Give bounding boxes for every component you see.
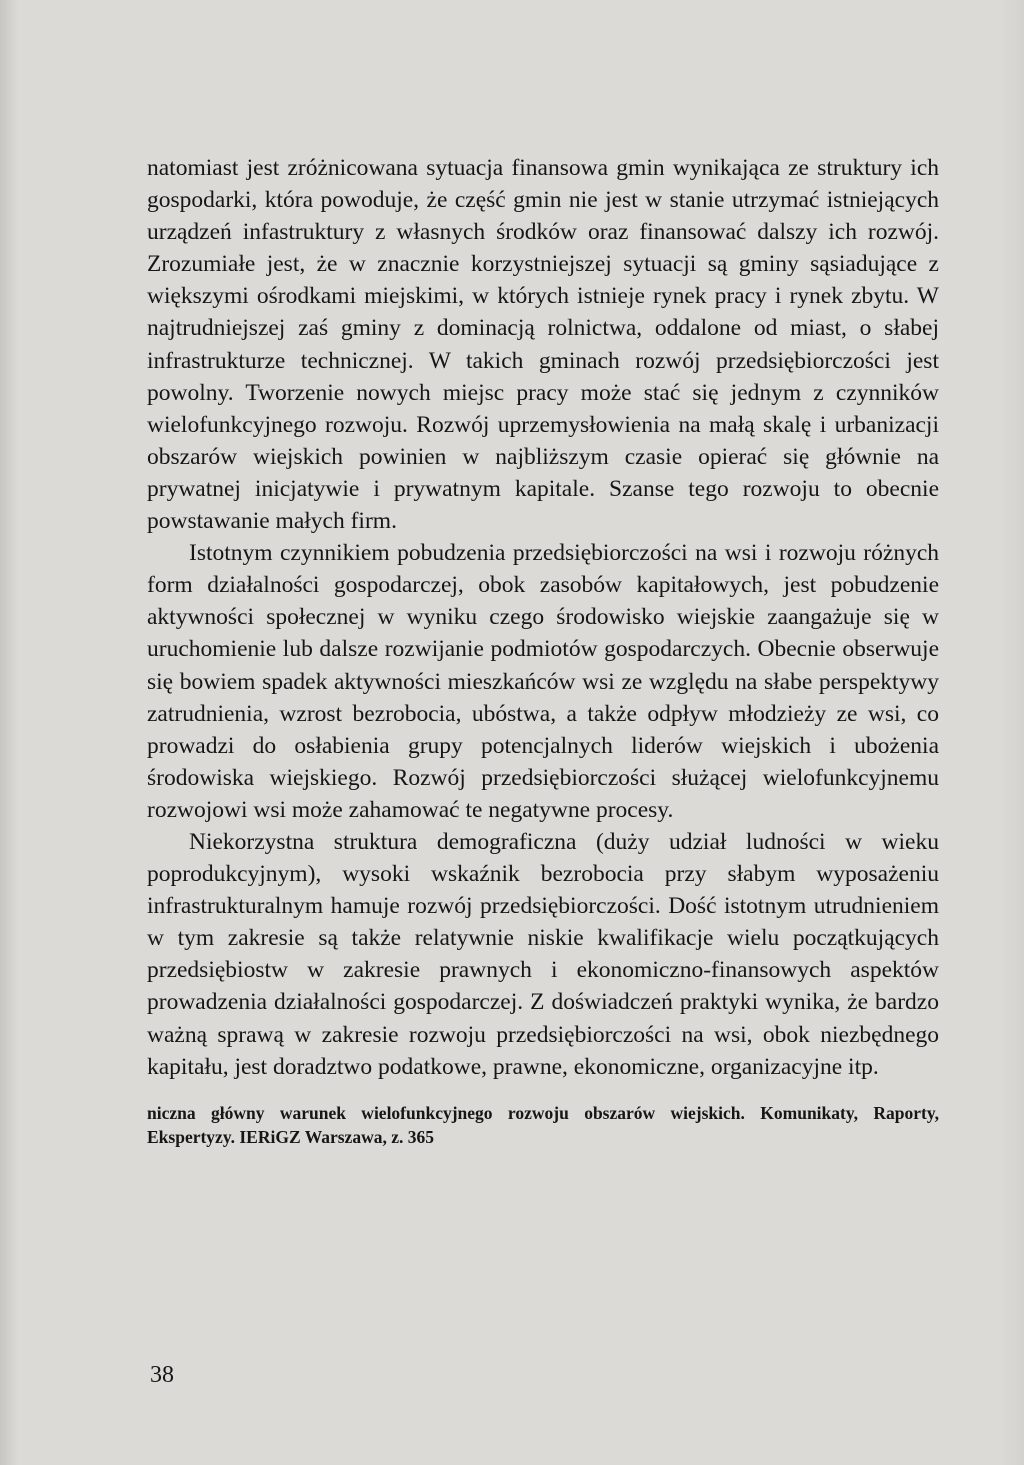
page-number: 38: [150, 1362, 174, 1388]
main-text: [147, 152, 939, 1149]
paragraph-3: Niekorzystna struktura demograficzna (duży udział ludności w wieku poprodukcyjnym), wysoki wskaźnik bezrobocia przy słabym wyposażeniu infrastrukturalnym hamuje rozwój przedsiębiorczości. Dość istotnym utrudnieniem w tym zakresie są także relatywnie niskie kwalifikacje wielu początkujących przedsiębiostw w zakresie prawnych i ekonomiczno-finansowych aspektów prowadzenia działalności gospodarczej. Z doświadczeń praktyki wynika, że bardzo ważną sprawą w zakresie rozwoju przedsiębiorczości na wsi, obok niezbędnego kapitału, jest doradztwo podatkowe, prawne, ekonomiczne, organizacyjne itp.: [147, 828, 939, 1080]
paragraph-2: Istotnym czynnikiem pobudzenia przedsiębiorczości na wsi i rozwoju różnych form działalności gospodarczej, obok zasobów kapitałowych, jest pobudzenie aktywności społecznej w wyniku czego środowisko wiejskie zaangażuje się w uruchomienie lub dalsze rozwijanie podmiotów gospodarczych. Obecnie obserwuje się bowiem spadek aktywności mieszkańców wsi ze względu na słabe perspektywy zatrudnienia, wzrost bezrobocia, ubóstwa, a także odpływ młodzieży ze wsi, co prowadzi do osłabienia grupy potencjalnych liderów wiejskich i ubożenia środowiska wiejskiego. Rozwój przedsiębiorczości służącej wielofunkcyjnemu rozwojowi wsi może zahamować te negatywne procesy.: [147, 540, 939, 823]
paragraph-1: natomiast jest zróżnicowana sytuacja finansowa gmin wynikająca ze struktury ich gospodarki, która powoduje, że część gmin nie jest w stanie utrzymać istniejących urządzeń infastruktury z własnych środków oraz finansować dalszy ich rozwój. Zrozumiałe jest, że w znacznie korzystniejszej sytuacji są gminy sąsiadujące z większymi ośrodkami miejskimi, w których istnieje rynek pracy i rynek zbytu. W najtrudniejszej zaś gminy z dominacją rolnictwa, oddalone od miast, o słabej infrastrukturze technicznej. W takich gminach rozwój przedsiębiorczości jest powolny. Tworzenie nowych miejsc pracy może stać się jednym z czynników wielofunkcyjnego rozwoju. Rozwój uprzemysłowienia na małą skalę i urbanizacji obszarów wiejskich powinien w najbliższym czasie opierać się głównie na prywatnej inicjatywie i prywatnym kapitale. Szanse tego rozwoju to obecnie powstawanie małych firm.: [147, 155, 939, 535]
footnote: niczna główny warunek wielofunkcyjnego rozwoju obszarów wiejskich. Komunikaty, Raporty, Ekspertyzy. IERiGZ Warszawa, z. 365: [147, 1102, 939, 1147]
